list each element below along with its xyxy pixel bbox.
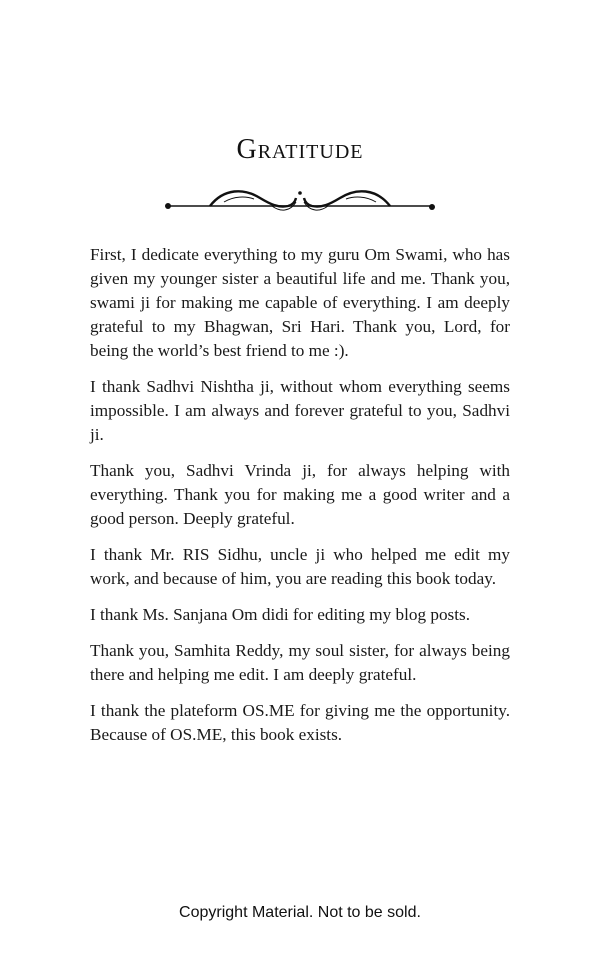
flourish-divider-icon [162, 184, 438, 216]
paragraph: Thank you, Samhita Reddy, my soul sister, for always being there and helping me edit. I am deeply grateful. [90, 641, 510, 684]
paragraph: I thank Mr. RIS Sidhu, uncle ji who helped me edit my work, and because of him, you are reading this book today. [90, 545, 510, 588]
paragraph: Thank you, Sadhvi Vrinda ji, for always helping with everything. Thank you for making me a good writer and a good person. Deeply grateful. [90, 461, 510, 528]
copyright-notice: Copyright Material. Not to be sold. [179, 904, 421, 921]
paragraph: I thank Sadhvi Nishtha ji, without whom everything seems impossible. I am always and forever grateful to you, Sadhvi ji. [90, 377, 510, 444]
page-title: Gratitude [236, 134, 364, 165]
paragraph: First, I dedicate everything to my guru Om Swami, who has given my younger sister a beautiful life and me. Thank you, swami ji for making me capable of everything. I am deeply grateful to my Bhagwan, Sri Hari. Thank you, Lord, for being the world’s best friend to me :). [90, 245, 510, 360]
gratitude-body [90, 243, 510, 759]
paragraph: I thank the plateform OS.ME for giving me the opportunity. Because of OS.ME, this book exists. [90, 701, 510, 744]
paragraph: I thank Ms. Sanjana Om didi for editing my blog posts. [90, 605, 471, 624]
